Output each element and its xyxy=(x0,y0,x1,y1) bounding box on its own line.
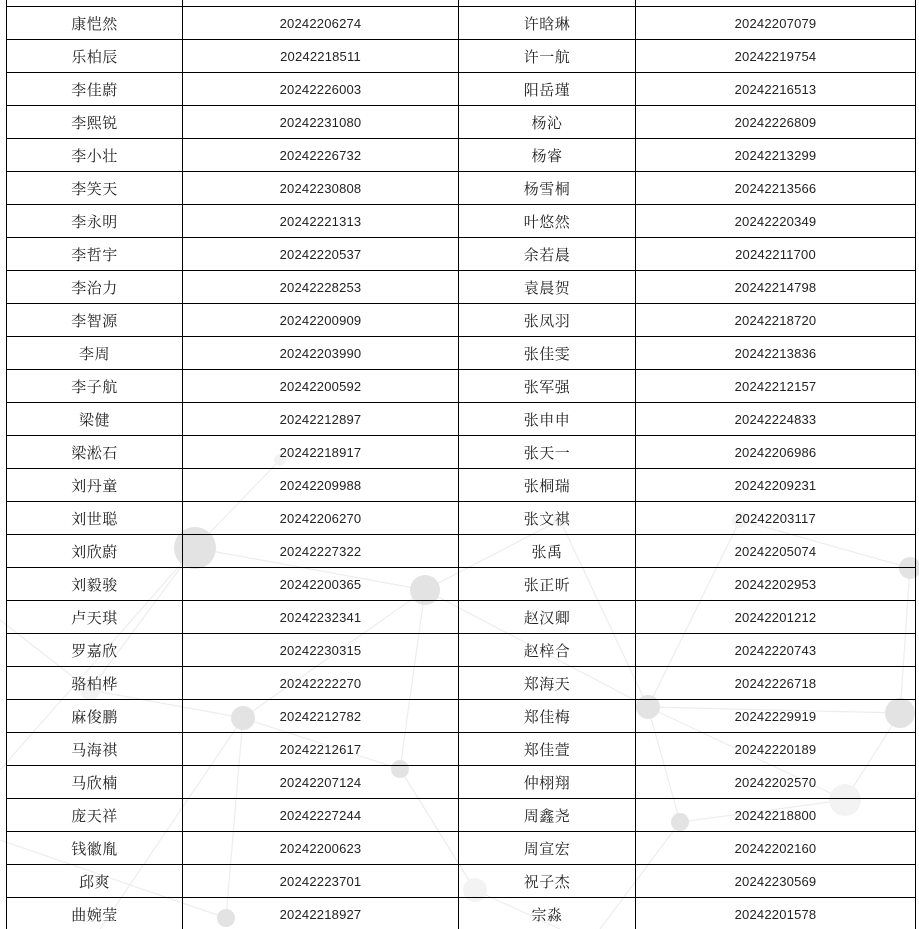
student-name-right: 张军强 xyxy=(459,370,636,403)
student-name-right: 叶悠然 xyxy=(459,205,636,238)
student-id-right: 20242202953 xyxy=(636,568,916,601)
student-name-left: 刘欣蔚 xyxy=(7,535,183,568)
table-row xyxy=(7,139,916,172)
table-row xyxy=(7,469,916,502)
student-name-left: 卢天琪 xyxy=(7,601,183,634)
student-id-right: 20242214798 xyxy=(636,271,916,304)
student-name-left: 邱爽 xyxy=(7,865,183,898)
student-id-left: 20242222270 xyxy=(183,667,459,700)
student-name-left: 李哲宇 xyxy=(7,238,183,271)
student-name-left: 马海祺 xyxy=(7,733,183,766)
table-row xyxy=(7,667,916,700)
table-row xyxy=(7,568,916,601)
student-id-left: 20242212782 xyxy=(183,700,459,733)
student-id-left: 20242207124 xyxy=(183,766,459,799)
student-id-right: 20242203117 xyxy=(636,502,916,535)
student-id-right: 20242220189 xyxy=(636,733,916,766)
student-name-right: 张凤羽 xyxy=(459,304,636,337)
student-id-right: 20242230569 xyxy=(636,865,916,898)
student-id-left: 20242230315 xyxy=(183,634,459,667)
table-row xyxy=(7,304,916,337)
student-id-left: 20242227322 xyxy=(183,535,459,568)
student-name-right: 张正昕 xyxy=(459,568,636,601)
student-name-left: 李智源 xyxy=(7,304,183,337)
student-id-right: 20242201578 xyxy=(636,898,916,929)
student-name-left: 李子航 xyxy=(7,370,183,403)
student-name-right: 祝子杰 xyxy=(459,865,636,898)
student-name-right: 郑海天 xyxy=(459,667,636,700)
student-id-left: 20242200909 xyxy=(183,304,459,337)
student-name-right: 周宣宏 xyxy=(459,832,636,865)
student-name-right: 张文祺 xyxy=(459,502,636,535)
student-id-left: 20242206270 xyxy=(183,502,459,535)
student-id-right: 20242206986 xyxy=(636,436,916,469)
student-name-right: 张申申 xyxy=(459,403,636,436)
student-id-left: 20242223701 xyxy=(183,865,459,898)
table-row xyxy=(7,7,916,40)
student-name-right: 张禹 xyxy=(459,535,636,568)
table-row xyxy=(7,634,916,667)
student-name-left: 李佳蔚 xyxy=(7,73,183,106)
table-row xyxy=(7,73,916,106)
student-id-left: 20242200592 xyxy=(183,370,459,403)
student-roster-table xyxy=(6,0,916,929)
table-row xyxy=(7,205,916,238)
table-row xyxy=(7,898,916,929)
student-name-left: 骆柏桦 xyxy=(7,667,183,700)
student-id-right: 20242207079 xyxy=(636,7,916,40)
student-id-right: 20242224833 xyxy=(636,403,916,436)
student-id-left: 20242200365 xyxy=(183,568,459,601)
table-row xyxy=(7,832,916,865)
student-id-left: 20242221313 xyxy=(183,205,459,238)
student-id-right: 20242229919 xyxy=(636,700,916,733)
student-name-right: 郑佳萱 xyxy=(459,733,636,766)
student-id-left: 20242200623 xyxy=(183,832,459,865)
student-id-right: 20242201212 xyxy=(636,601,916,634)
student-id-left: 20242218511 xyxy=(183,40,459,73)
student-name-right: 张佳雯 xyxy=(459,337,636,370)
student-id-left: 20242218917 xyxy=(183,436,459,469)
student-id-right: 20242218800 xyxy=(636,799,916,832)
student-id-right: 20242209231 xyxy=(636,469,916,502)
student-id-left: 20242206274 xyxy=(183,7,459,40)
student-name-right: 阳岳瑾 xyxy=(459,73,636,106)
student-id-left: 20242218927 xyxy=(183,898,459,929)
student-name-right: 赵汉卿 xyxy=(459,601,636,634)
student-name-right: 余若晨 xyxy=(459,238,636,271)
student-id-left: 20242232341 xyxy=(183,601,459,634)
student-name-right: 杨沁 xyxy=(459,106,636,139)
student-name-left: 李周 xyxy=(7,337,183,370)
student-name-left: 马欣楠 xyxy=(7,766,183,799)
student-id-right: 20242213299 xyxy=(636,139,916,172)
student-name-right: 周鑫尧 xyxy=(459,799,636,832)
table-row xyxy=(7,601,916,634)
student-name-right: 杨睿 xyxy=(459,139,636,172)
student-id-right: 20242202160 xyxy=(636,832,916,865)
student-id-left: 20242203990 xyxy=(183,337,459,370)
student-id-left: 20242226003 xyxy=(183,73,459,106)
student-id-right: 20242213836 xyxy=(636,337,916,370)
student-name-left: 李小壮 xyxy=(7,139,183,172)
student-name-left: 罗嘉欣 xyxy=(7,634,183,667)
student-name-right: 张桐瑞 xyxy=(459,469,636,502)
student-id-left: 20242212897 xyxy=(183,403,459,436)
student-id-left: 20242230808 xyxy=(183,172,459,205)
student-name-left: 李永明 xyxy=(7,205,183,238)
student-id-left: 20242228253 xyxy=(183,271,459,304)
table-row xyxy=(7,403,916,436)
student-id-left: 20242209988 xyxy=(183,469,459,502)
table-row xyxy=(7,436,916,469)
table-row xyxy=(7,865,916,898)
student-name-left: 麻俊鹏 xyxy=(7,700,183,733)
student-name-left: 庞天祥 xyxy=(7,799,183,832)
student-id-left: 20242231080 xyxy=(183,106,459,139)
student-name-right: 许一航 xyxy=(459,40,636,73)
table-row xyxy=(7,337,916,370)
table-row xyxy=(7,502,916,535)
student-id-right: 20242226809 xyxy=(636,106,916,139)
student-name-left: 梁健 xyxy=(7,403,183,436)
student-id-left: 20242227244 xyxy=(183,799,459,832)
student-id-right: 20242218720 xyxy=(636,304,916,337)
student-name-left: 刘毅骏 xyxy=(7,568,183,601)
student-name-right: 袁晨贺 xyxy=(459,271,636,304)
student-id-right: 20242202570 xyxy=(636,766,916,799)
student-name-left: 乐柏辰 xyxy=(7,40,183,73)
student-name-left: 康恺然 xyxy=(7,7,183,40)
table-row xyxy=(7,799,916,832)
table-row xyxy=(7,238,916,271)
student-roster-body xyxy=(7,0,916,929)
table-row xyxy=(7,40,916,73)
student-id-left: 20242212617 xyxy=(183,733,459,766)
student-id-left: 20242226732 xyxy=(183,139,459,172)
student-id-right: 20242216513 xyxy=(636,73,916,106)
student-id-right: 20242226718 xyxy=(636,667,916,700)
student-id-right: 20242213566 xyxy=(636,172,916,205)
table-row xyxy=(7,271,916,304)
student-name-right: 张天一 xyxy=(459,436,636,469)
table-row xyxy=(7,766,916,799)
student-name-left: 曲婉莹 xyxy=(7,898,183,929)
student-name-right: 赵梓合 xyxy=(459,634,636,667)
student-name-left: 李熙锐 xyxy=(7,106,183,139)
table-row xyxy=(7,172,916,205)
student-name-right: 宗淼 xyxy=(459,898,636,929)
student-name-right: 郑佳梅 xyxy=(459,700,636,733)
table-row xyxy=(7,733,916,766)
student-id-right: 20242220349 xyxy=(636,205,916,238)
student-id-right: 20242220743 xyxy=(636,634,916,667)
student-name-left: 梁淞石 xyxy=(7,436,183,469)
student-id-right: 20242211700 xyxy=(636,238,916,271)
table-row xyxy=(7,370,916,403)
table-row xyxy=(7,106,916,139)
student-name-left: 刘丹童 xyxy=(7,469,183,502)
student-name-left: 李治力 xyxy=(7,271,183,304)
table-row xyxy=(7,535,916,568)
student-name-right: 仲栩翔 xyxy=(459,766,636,799)
student-id-right: 20242205074 xyxy=(636,535,916,568)
student-name-left: 李笑天 xyxy=(7,172,183,205)
student-name-right: 杨雪桐 xyxy=(459,172,636,205)
student-id-right: 20242219754 xyxy=(636,40,916,73)
table-row xyxy=(7,700,916,733)
student-name-left: 钱徽胤 xyxy=(7,832,183,865)
student-id-right: 20242212157 xyxy=(636,370,916,403)
student-id-left: 20242220537 xyxy=(183,238,459,271)
student-name-left: 刘世聪 xyxy=(7,502,183,535)
student-name-right: 许晗琳 xyxy=(459,7,636,40)
